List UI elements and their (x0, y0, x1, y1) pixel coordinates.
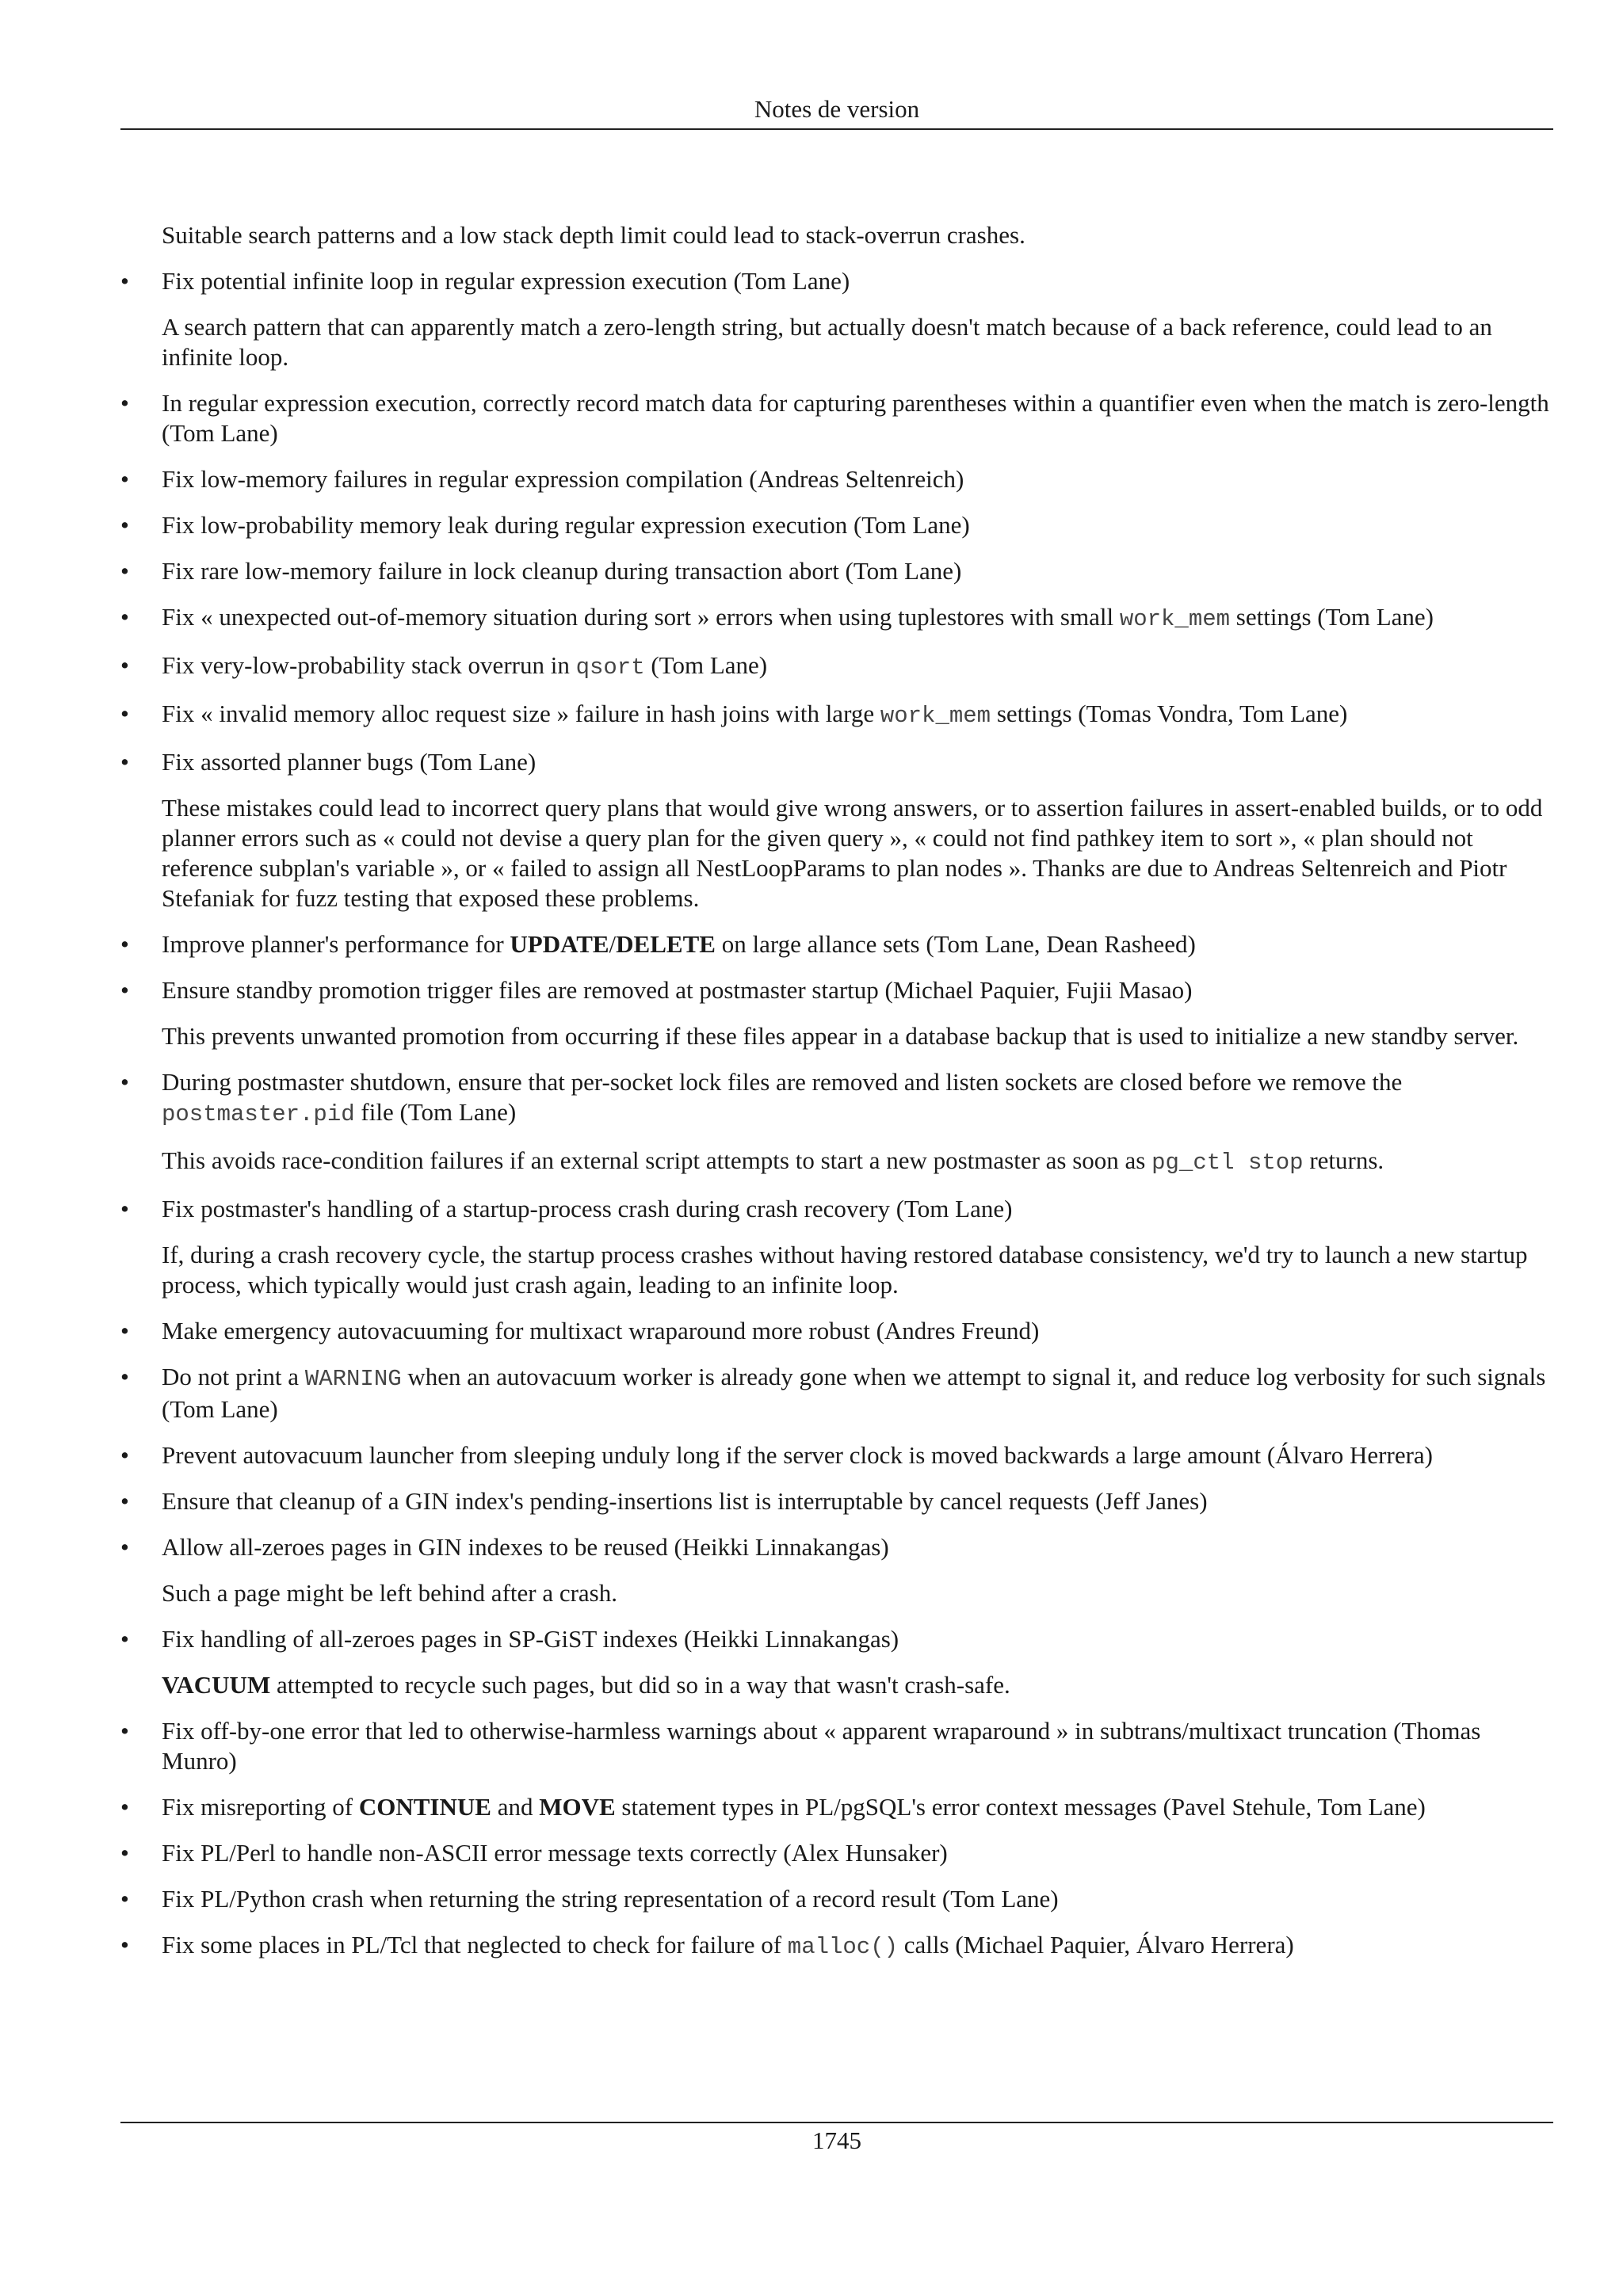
inline-code: WARNING (304, 1366, 402, 1392)
list-item (120, 266, 1553, 296)
text-run: Such a page might be left behind after a crash. (162, 1579, 617, 1607)
sql-keyword: CONTINUE (358, 1793, 491, 1821)
inline-code: malloc() (787, 1934, 899, 1960)
text-run: Do not print a (162, 1363, 305, 1390)
paragraph (162, 793, 1553, 913)
inline-code: qsort (575, 654, 645, 681)
sql-keyword: VACUUM (162, 1671, 271, 1699)
list-item (120, 1440, 1553, 1470)
bullet-marker: • (120, 748, 129, 776)
text-run: During postmaster shutdown, ensure that per-socket lock files are removed and listen sockets are closed before we remove the (162, 1068, 1403, 1096)
list-item (120, 464, 1553, 494)
text-run: Fix low-probability memory leak during regular expression execution (Tom Lane) (162, 511, 970, 539)
text-run: Ensure standby promotion trigger files are removed at postmaster startup (Michael Paquier, Fujii Masao) (162, 976, 1193, 1004)
page-number: 1745 (812, 2126, 861, 2154)
list-item (120, 556, 1553, 586)
bullet-marker: • (120, 1839, 129, 1867)
text-run: These mistakes could lead to incorrect query plans that would give wrong answers, or to assertion failures in assert-enabled builds, or to odd planner errors such as « could not devise a query plan for the given query », « could not find pathkey item to sort », « plan should not reference subplan's variable », or « failed to assign all NestLoopParams to plan nodes ». Thanks are due to Andreas Seltenreich and Piotr Stefaniak for fuzz testing that exposed these problems. (162, 794, 1543, 912)
sql-keyword: DELETE (616, 930, 716, 958)
list-item (120, 1792, 1553, 1822)
text-run: Fix potential infinite loop in regular expression execution (Tom Lane) (162, 267, 850, 295)
bullet-marker: • (120, 557, 129, 585)
inline-code: postmaster.pid (162, 1101, 355, 1127)
list-item (120, 747, 1553, 777)
text-run: and (491, 1793, 540, 1821)
text-run: file (Tom Lane) (354, 1098, 517, 1126)
text-run: when an autovacuum worker is already gone when we attempt to signal it, and reduce log verbosity for such signals (Tom Lane) (162, 1363, 1546, 1423)
bullet-marker: • (120, 1195, 129, 1222)
list-item (120, 510, 1553, 540)
text-run: / (609, 930, 617, 958)
text-run: Make emergency autovacuuming for multixact wraparound more robust (Andres Freund) (162, 1317, 1040, 1344)
bullet-marker: • (120, 1363, 129, 1390)
list-item (120, 1194, 1553, 1224)
list-item (120, 975, 1553, 1005)
text-run: Fix PL/Python crash when returning the string representation of a record result (Tom Lane) (162, 1885, 1059, 1913)
text-run: Fix « invalid memory alloc request size » failure in hash joins with large (162, 700, 880, 727)
paragraph (162, 1578, 1553, 1608)
list-item (120, 1362, 1553, 1425)
bullet-marker: • (120, 1625, 129, 1653)
text-run: calls (Michael Paquier, Álvaro Herrera) (898, 1931, 1294, 1958)
text-run: (Tom Lane) (644, 651, 768, 679)
bullet-marker: • (120, 976, 129, 1004)
paragraph (162, 220, 1553, 250)
list-item (120, 1532, 1553, 1562)
bullet-marker: • (120, 267, 129, 295)
text-run: Fix PL/Perl to handle non-ASCII error message texts correctly (Alex Hunsaker) (162, 1839, 948, 1867)
text-run: Suitable search patterns and a low stack depth limit could lead to stack-overrun crashes. (162, 221, 1025, 249)
bullet-marker: • (120, 930, 129, 958)
bullet-marker: • (120, 700, 129, 727)
paragraph (162, 1670, 1553, 1700)
list-item (120, 929, 1553, 959)
list-item (120, 1486, 1553, 1516)
bullet-marker: • (120, 465, 129, 493)
text-run: Fix rare low-memory failure in lock cleanup during transaction abort (Tom Lane) (162, 557, 962, 585)
text-run: Fix some places in PL/Tcl that neglected to check for failure of (162, 1931, 788, 1958)
text-run: Prevent autovacuum launcher from sleeping unduly long if the server clock is moved backwards a large amount (Álvaro Herrera) (162, 1441, 1433, 1469)
page-header: Notes de version (754, 95, 920, 123)
sql-keyword: UPDATE (510, 930, 609, 958)
paragraph (162, 1240, 1553, 1300)
bullet-marker: • (120, 1317, 129, 1344)
inline-code: pg_ctl stop (1151, 1150, 1304, 1176)
paragraph (162, 1021, 1553, 1051)
paragraph (162, 312, 1553, 372)
inline-code: work_mem (880, 703, 991, 729)
text-run: A search pattern that can apparently match a zero-length string, but actually doesn't match because of a back reference, could lead to an infinite loop. (162, 313, 1492, 371)
bullet-marker: • (120, 1441, 129, 1469)
bullet-marker: • (120, 511, 129, 539)
text-run: This prevents unwanted promotion from occurring if these files appear in a database backup that is used to initialize a new standby server. (162, 1022, 1519, 1050)
header-rule (120, 128, 1553, 130)
text-run: Fix postmaster's handling of a startup-process crash during crash recovery (Tom Lane) (162, 1195, 1013, 1222)
footer-rule (120, 2122, 1553, 2123)
text-run: Fix misreporting of (162, 1793, 359, 1821)
text-run: Fix low-memory failures in regular expression compilation (Andreas Seltenreich) (162, 465, 964, 493)
list-item (120, 1838, 1553, 1868)
text-run: attempted to recycle such pages, but did so in a way that wasn't crash-safe. (270, 1671, 1010, 1699)
list-item (120, 1624, 1553, 1654)
paragraph (162, 1146, 1553, 1178)
text-run: If, during a crash recovery cycle, the startup process crashes without having restored database consistency, we'd try to launch a new startup process, which typically would just crash again, leading to an infinite loop. (162, 1241, 1528, 1299)
list-item (120, 1930, 1553, 1962)
list-item (120, 650, 1553, 683)
list-item (120, 602, 1553, 635)
bullet-marker: • (120, 1931, 129, 1958)
sql-keyword: MOVE (539, 1793, 616, 1821)
text-run: on large allance sets (Tom Lane, Dean Rasheed) (715, 930, 1196, 958)
list-item (120, 388, 1553, 448)
bullet-marker: • (120, 1717, 129, 1745)
text-run: Fix handling of all-zeroes pages in SP-GiST indexes (Heikki Linnakangas) (162, 1625, 899, 1653)
bullet-marker: • (120, 1487, 129, 1515)
text-run: Fix assorted planner bugs (Tom Lane) (162, 748, 537, 776)
bullet-marker: • (120, 1885, 129, 1913)
bullet-marker: • (120, 1533, 129, 1561)
list-item (120, 1884, 1553, 1914)
bullet-marker: • (120, 651, 129, 679)
text-run: This avoids race-condition failures if an external script attempts to start a new postmaster as soon as (162, 1146, 1152, 1174)
list-item (120, 1316, 1553, 1346)
text-run: In regular expression execution, correctly record match data for capturing parentheses within a quantifier even when the match is zero-length (Tom Lane) (162, 389, 1549, 447)
text-run: Allow all-zeroes pages in GIN indexes to be reused (Heikki Linnakangas) (162, 1533, 889, 1561)
text-run: Fix off-by-one error that led to otherwise-harmless warnings about « apparent wraparound » in subtrans/multixact truncation (Thomas Munro) (162, 1717, 1481, 1775)
list-item (120, 1067, 1553, 1130)
text-run: statement types in PL/pgSQL's error context messages (Pavel Stehule, Tom Lane) (615, 1793, 1426, 1821)
inline-code: work_mem (1119, 606, 1231, 632)
text-run: Fix very-low-probability stack overrun in (162, 651, 576, 679)
text-run: Ensure that cleanup of a GIN index's pending-insertions list is interruptable by cancel requests (Jeff Janes) (162, 1487, 1208, 1515)
text-run: returns. (1303, 1146, 1384, 1174)
text-run: settings (Tomas Vondra, Tom Lane) (991, 700, 1348, 727)
list-item (120, 699, 1553, 731)
text-run: settings (Tom Lane) (1230, 603, 1434, 631)
bullet-marker: • (120, 1068, 129, 1096)
bullet-marker: • (120, 1793, 129, 1821)
text-run: Improve planner's performance for (162, 930, 510, 958)
bullet-marker: • (120, 603, 129, 631)
release-notes-body (120, 220, 1553, 1978)
bullet-marker: • (120, 389, 129, 417)
list-item (120, 1716, 1553, 1776)
text-run: Fix « unexpected out-of-memory situation during sort » errors when using tuplestores with small (162, 603, 1120, 631)
